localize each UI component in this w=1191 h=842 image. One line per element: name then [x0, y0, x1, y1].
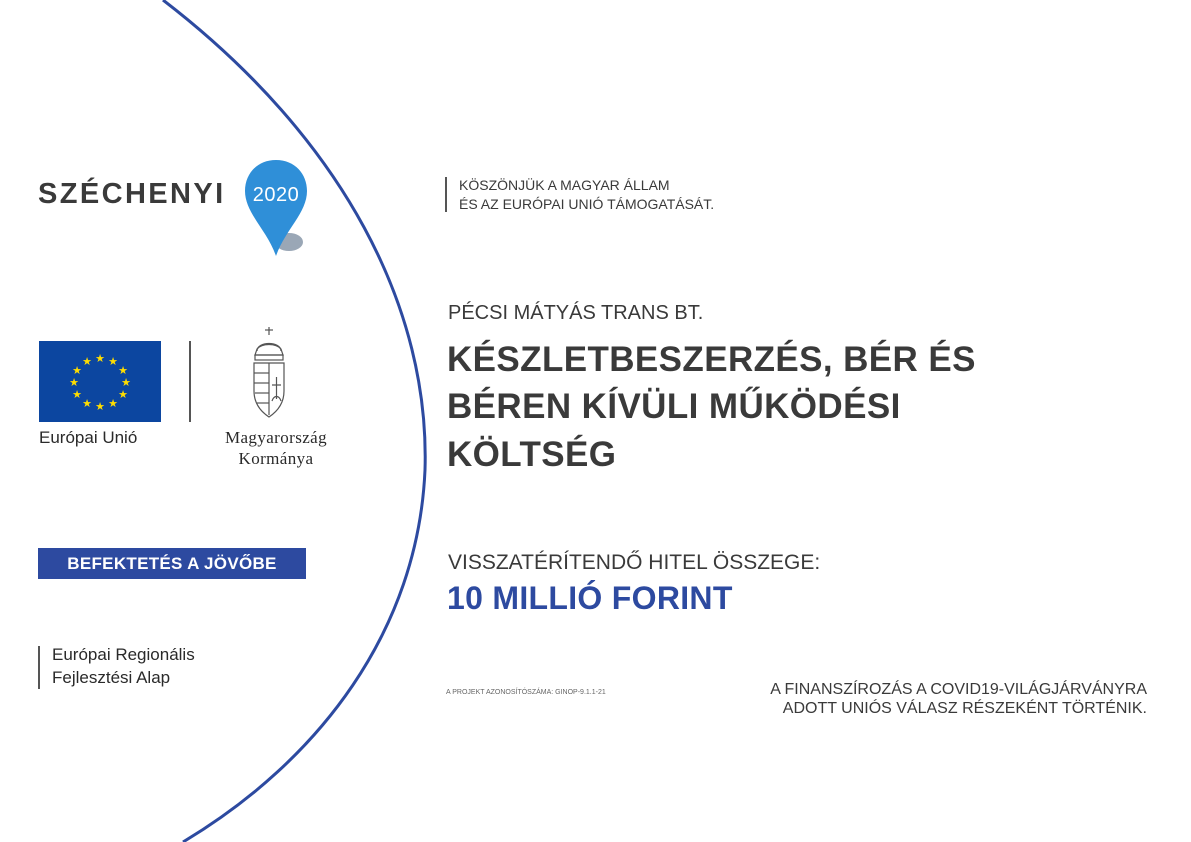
svg-text:★: ★ — [69, 376, 79, 389]
svg-text:★: ★ — [95, 352, 105, 365]
svg-text:★: ★ — [95, 400, 105, 413]
thanks-line2: ÉS AZ EURÓPAI UNIÓ TÁMOGATÁSÁT. — [459, 196, 715, 212]
svg-text:★: ★ — [72, 364, 82, 377]
szechenyi-wordmark: SZÉCHENYI — [38, 178, 226, 210]
svg-text:★: ★ — [82, 397, 92, 410]
hungarian-coat-of-arms-icon — [248, 325, 290, 423]
fund-line2: Fejlesztési Alap — [52, 668, 171, 687]
thanks-divider — [445, 177, 447, 212]
covid-note-line2: ADOTT UNIÓS VÁLASZ RÉSZEKÉNT TÖRTÉNIK. — [782, 700, 1147, 717]
svg-text:★: ★ — [108, 355, 118, 368]
svg-text:★: ★ — [121, 376, 131, 389]
svg-text:★: ★ — [72, 388, 82, 401]
location-pin-icon — [243, 158, 309, 258]
fund-line1: Európai Regionális — [52, 645, 195, 664]
eu-stars-icon — [39, 341, 161, 422]
fund-divider — [38, 646, 40, 689]
invest-banner: BEFEKTETÉS A JÖVŐBE — [38, 548, 306, 579]
project-title-line: KÖLTSÉG — [447, 435, 617, 474]
svg-text:★: ★ — [108, 397, 118, 410]
project-title-line: KÉSZLETBESZERZÉS, BÉR ÉS — [447, 340, 976, 379]
covid-note-line1: A FINANSZÍROZÁS A COVID19-VILÁGJÁRVÁNYRA — [770, 681, 1147, 698]
company-name: PÉCSI MÁTYÁS TRANS BT. — [448, 302, 704, 324]
eu-label: Európai Unió — [39, 428, 138, 447]
gov-line1: Magyarország — [224, 428, 328, 447]
gov-line2: Kormánya — [238, 449, 314, 468]
szechenyi-year: 2020 — [252, 184, 300, 206]
svg-text:★: ★ — [118, 388, 128, 401]
loan-label: VISSZATÉRÍTENDŐ HITEL ÖSSZEGE: — [448, 551, 821, 574]
logo-divider — [189, 341, 191, 422]
project-id: A PROJEKT AZONOSÍTÓSZÁMA: GINOP-9.1.1-21 — [446, 689, 606, 696]
loan-amount: 10 MILLIÓ FORINT — [447, 580, 733, 616]
thanks-line1: KÖSZÖNJÜK A MAGYAR ÁLLAM — [459, 177, 670, 193]
eu-flag-icon — [39, 341, 161, 422]
svg-text:★: ★ — [82, 355, 92, 368]
svg-text:★: ★ — [118, 364, 128, 377]
project-title-line: BÉREN KÍVÜLI MŰKÖDÉSI — [447, 387, 901, 426]
